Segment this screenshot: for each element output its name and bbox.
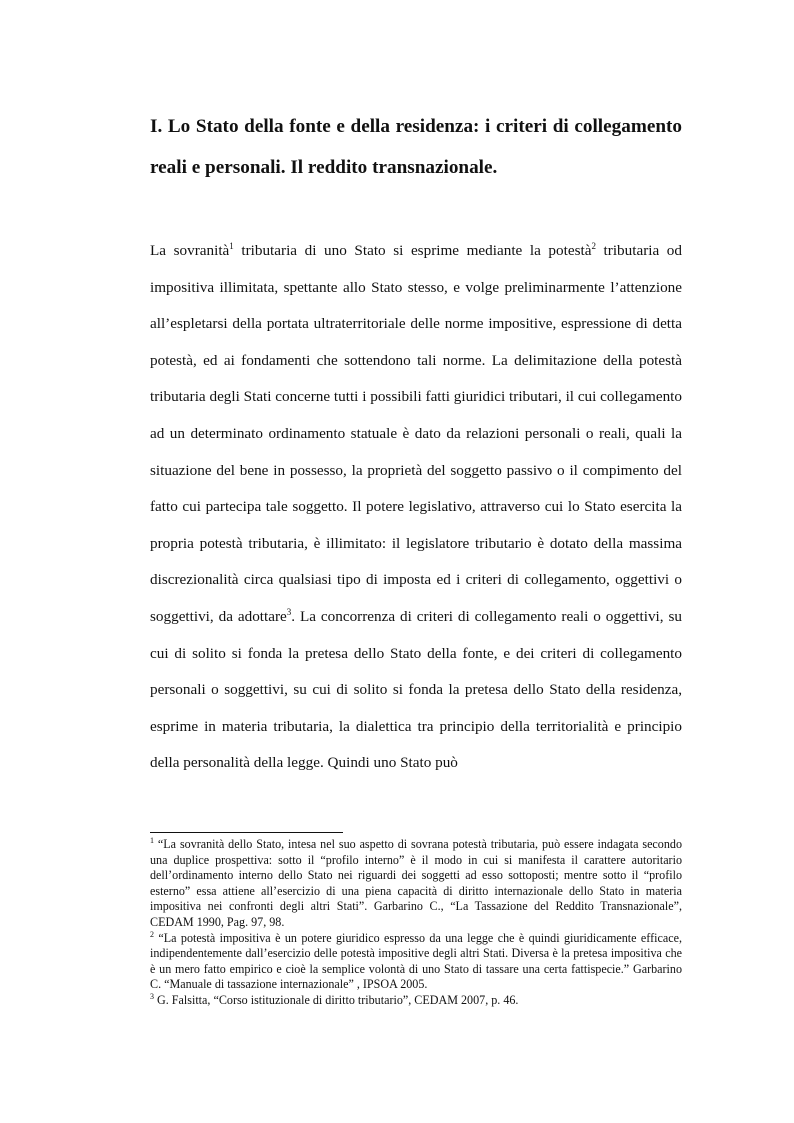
footnote-mark: 3 — [150, 991, 154, 1001]
footnote-mark: 2 — [150, 929, 154, 939]
body-text-segment: tributaria od impositiva illimitata, spettante allo Stato stesso, e volge preliminarmente l’attenzione all’espletarsi della portata ultraterritoriale delle norme impositive, espressione di detta potestà, ed ai fondamenti che sottendono tali norme. La delimitazione della potestà tributaria degli Stati concerne tutti i possibili fatti giuridici tributari, il cui collegamento ad un determinato ordinamento statuale è dato da relazioni personali o reali, quali la situazione del bene in possesso, la proprietà del soggetto passivo o il compimento del fatto cui partecipa tale soggetto. Il potere legislativo, attraverso cui lo Stato esercita la propria potestà tributaria, è illimitato: il legislatore tributario è dotato della massima discrezionalità circa qualsiasi tipo di imposta ed i criteri di collegamento, oggettivi o soggettivi, da adottare — [150, 242, 682, 625]
section-heading: I. Lo Stato della fonte e della residenza: i criteri di collegamento reali e personali. Il reddito transnazionale. — [150, 116, 682, 178]
body-text-segment: tributaria di uno Stato si esprime mediante la potestà — [233, 242, 592, 259]
footnote-reference: 1 — [229, 240, 234, 251]
body-text-segment: . La concorrenza di criteri di collegamento reali o oggettivi, su cui di solito si fonda la pretesa dello Stato della fonte, e dei criteri di collegamento personali o soggettivi, su cui di solito si fonda la pretesa dello Stato della residenza, esprime in materia tributaria, la dialettica tra principio della territorialità e principio della personalità della legge. Quindi uno Stato può — [150, 607, 682, 772]
footnote-separator — [150, 832, 343, 833]
footnote-reference: 3 — [286, 606, 292, 617]
footnote — [150, 993, 682, 1009]
footnote-mark: 1 — [150, 835, 154, 845]
footnote-text: G. Falsitta, “Corso istituzionale di diritto tributario”, CEDAM 2007, p. 46. — [154, 992, 519, 1007]
body-paragraph — [150, 233, 682, 782]
footnotes — [150, 837, 682, 1009]
body-text-segment: La sovranità — [150, 242, 230, 259]
document-page — [150, 0, 682, 1123]
footnote-text: “La sovranità dello Stato, intesa nel suo aspetto di sovrana potestà tributaria, può essere indagata secondo una duplice prospettiva: sotto il “profilo interno” è il modo in cui si manifesta il carattere autoritario dell’ordinamento interno dello Stato nei riguardi dei soggetti ad esso sottoposti; mentre sotto il “profilo esterno” essa attiene all’esercizio di una piena capacità di diritto internazionale dello Stato in materia impositiva nei confronti degli altri Stati”. Garbarino C., “La Tassazione del Reddito Transnazionale”, CEDAM 1990, Pag. 97, 98. — [150, 837, 682, 929]
footnote — [150, 931, 682, 993]
footnote-reference: 2 — [591, 240, 596, 251]
footnote-text: “La potestà impositiva è un potere giuridico espresso da una legge che è quindi giuridicamente efficace, indipendentemente dall’esercizio delle potestà impositive degli altri Stati. Diversa è la pretesa impositiva che è un mero fatto empirico e cioè la semplice volontà di uno Stato di tassare una certa fattispecie.” Garbarino C. “Manuale di tassazione internazionale” , IPSOA 2005. — [150, 930, 682, 992]
footnote — [150, 837, 682, 931]
